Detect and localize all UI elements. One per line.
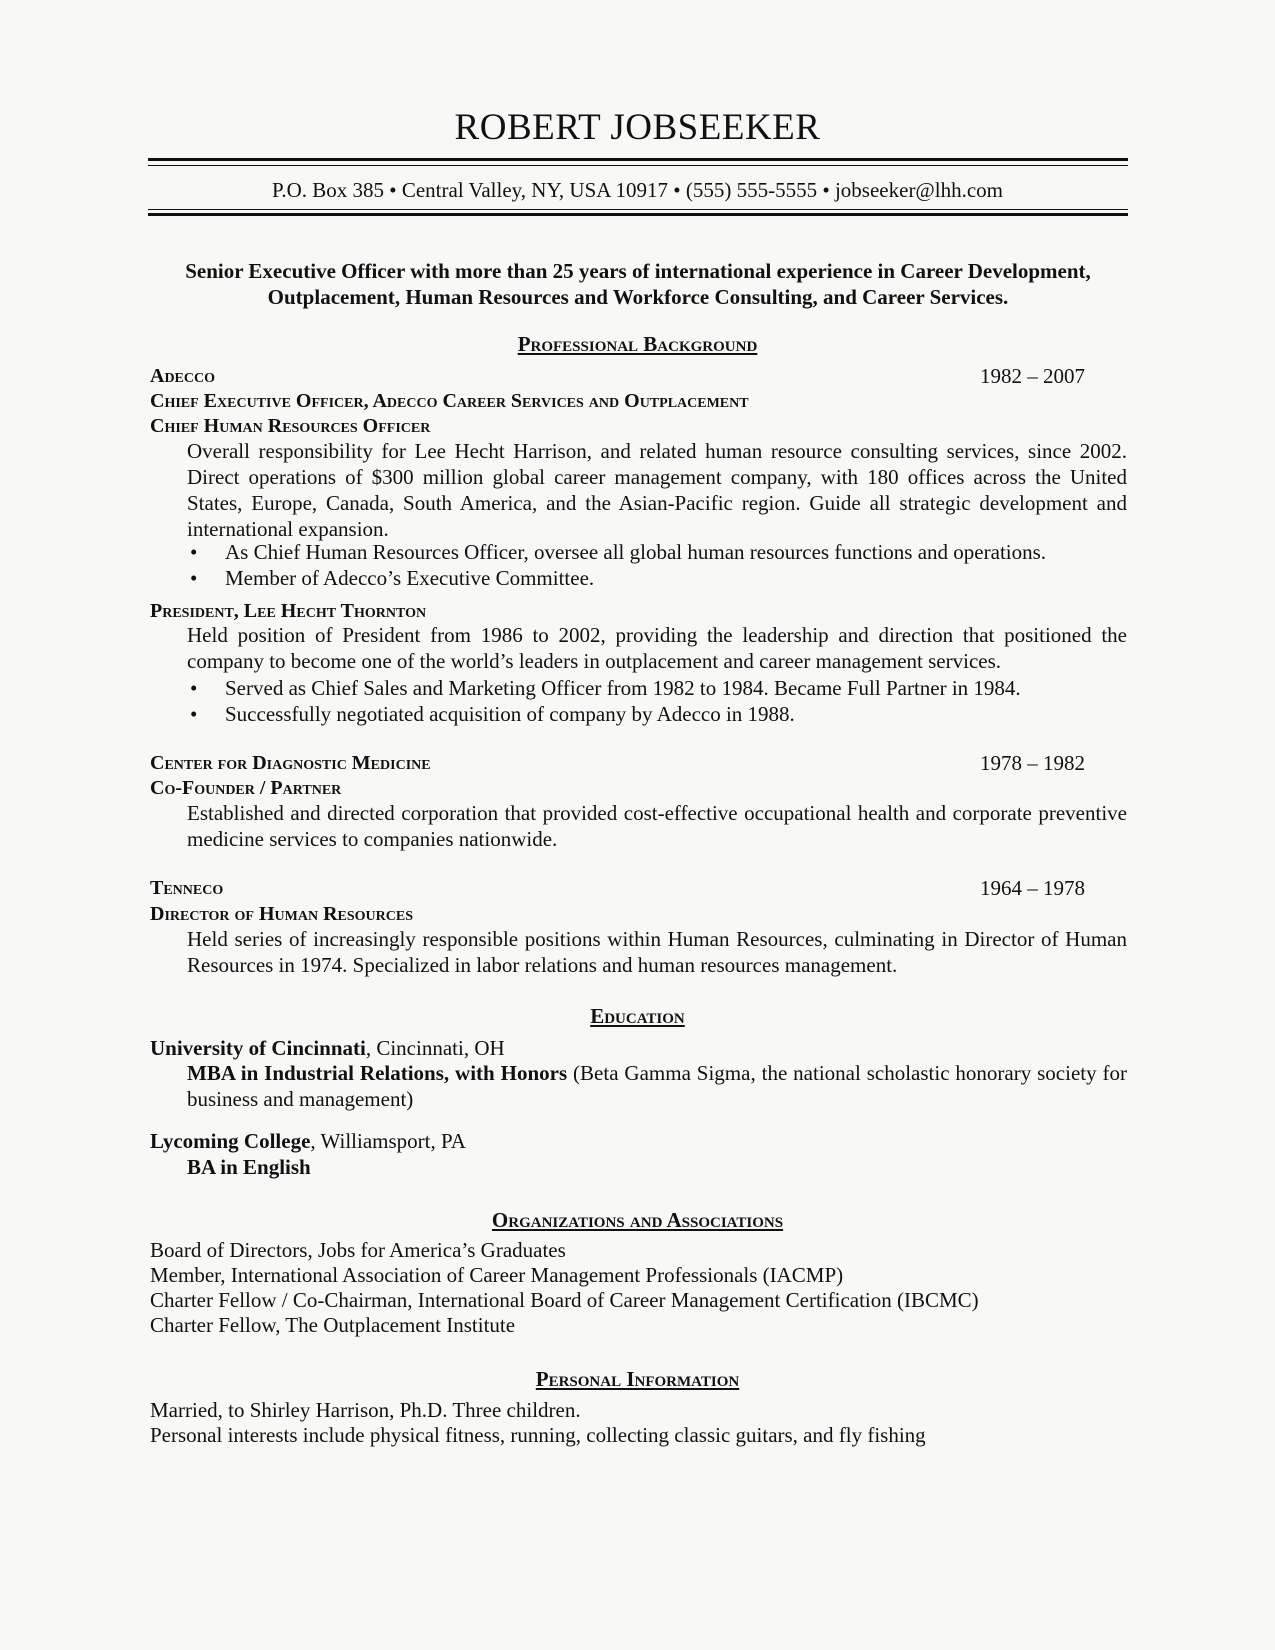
years-tenneco: 1964 – 1978: [980, 876, 1085, 900]
list-item: Board of Directors, Jobs for America’s Graduates: [150, 1238, 566, 1262]
bullet-icon: •: [190, 702, 198, 726]
list-item: Married, to Shirley Harrison, Ph.D. Three children.: [150, 1398, 581, 1422]
top-rule-thin: [148, 165, 1128, 166]
list-item: Charter Fellow, The Outplacement Institute: [150, 1313, 516, 1337]
years-adecco: 1982 – 2007: [980, 364, 1085, 388]
job-title-ceo: Chief Executive Officer, Adecco Career Services and Outplacement: [150, 390, 749, 412]
summary-statement: Senior Executive Officer with more than 25 years of international experience in Career Development, Outplacement, Human Resources and Workforce Consulting, and Career Services.: [185, 259, 1091, 309]
company-adecco: Adecco: [150, 365, 216, 387]
school-cincinnati: University of Cincinnati, Cincinnati, OH: [150, 1036, 505, 1060]
bullet-icon: •: [190, 566, 198, 590]
list-item: Personal interests include physical fitness, running, collecting classic guitars, and fly fishing: [150, 1423, 926, 1447]
degree-mba: MBA in Industrial Relations, with Honors (Beta Gamma Sigma, the national scholastic honorary society for business and management): [187, 1061, 1127, 1111]
bullet-icon: •: [190, 540, 198, 564]
tenneco-description: Held series of increasingly responsible positions within Human Resources, culminating in Director of Human Resources in 1974. Specialized in labor relations and human resources management.: [187, 927, 1127, 977]
president-description: Held position of President from 1986 to 2002, providing the leadership and direction that positioned the company to become one of the world’s leaders in outplacement and career management services.: [187, 623, 1127, 673]
bottom-rule-thick: [148, 213, 1128, 216]
job-title-chro: Chief Human Resources Officer: [150, 415, 431, 437]
bottom-rule-thin: [148, 209, 1128, 210]
degree-ba: BA in English: [187, 1155, 311, 1179]
years-cdm: 1978 – 1982: [980, 751, 1085, 775]
bullet-icon: •: [190, 676, 198, 700]
resume-page: ROBERT JOBSEEKER P.O. Box 385 • Central Valley, NY, USA 10917 • (555) 555-5555 • jobseeker@lhh.com Senior Executive Officer with more than 25 years of international experience in Career Development, Outplacement, Human Resources and Workforce Consulting, and Career Services. Professional Background Adecco 1982 – 2007 Chief Executive Officer, Adecco Career Services and Outplacement Chief Human Resources Officer Overall responsibility for Lee Hecht Harrison, and related human resource consulting services, since 2002. Direct operations of $300 million global career management company, with 180 offices across the United States, Europe, Canada, South America, and the Asian-Pacific region. Guide all strategic development and international expansion. • As Chief Human Resources Officer, oversee all global human resources functions and operations. • Member of Adecco’s Executive Committee. President, Lee Hecht Thornton Held position of President from 1986 to 2002, providing the leadership and direction that positioned the company to become one of the world’s leaders in outplacement and career management services. • Served as Chief Sales and Marketing Officer from 1982 to 1984. Became Full Partner in 1984. • Successfully negotiated acquisition of company by Adecco in 1988. Center for Diagnostic Medicine 1978 – 1982 Co-Founder / Partner Established and directed corporation that provided cost-effective occupational health and corporate preventive medicine services to companies nationwide. Tenneco 1964 – 1978 Director of Human Resources Held series of increasingly responsible positions within Human Resources, culminating in Director of Human Resources in 1974. Specialized in labor relations and human resources management. Education University of Cincinnati, Cincinnati, OH MBA in Industrial Relations, with Honors (Beta Gamma Sigma, the national scholastic honorary society for business and management) Lycoming College, Williamsport, PA BA in English Organizations and Associations Board of Directors, Jobs for America’s Graduates Member, International Association of Career Management Professionals (IACMP) Charter Fellow / Co-Chairman, International Board of Career Management Certification (IBCMC) Charter Fellow, The Outplacement Institute Personal Information Married, to Shirley Harrison, Ph.D. Three children. Personal interests include physical fitness, running, collecting classic guitars, and fly fishing: [0, 0, 1275, 1650]
candidate-name: ROBERT JOBSEEKER: [454, 107, 821, 148]
school-lycoming: Lycoming College, Williamsport, PA: [150, 1129, 466, 1153]
job-title-director-hr: Director of Human Resources: [150, 903, 413, 925]
professional-background-heading: Professional Background: [517, 332, 758, 356]
personal-information-heading: Personal Information: [535, 1367, 740, 1391]
list-item: Charter Fellow / Co-Chairman, International Board of Career Management Certification (IBCMC): [150, 1288, 979, 1312]
education-heading: Education: [590, 1004, 685, 1028]
adecco-description: Overall responsibility for Lee Hecht Harrison, and related human resource consulting services, since 2002. Direct operations of $300 million global career management company, with 180 offices across the United States, Europe, Canada, South America, and the Asian-Pacific region. Guide all strategic development and international expansion.: [187, 439, 1127, 541]
job-title-president: President, Lee Hecht Thornton: [150, 600, 427, 622]
top-rule-thick: [148, 158, 1128, 161]
organizations-heading: Organizations and Associations: [491, 1208, 784, 1232]
company-cdm: Center for Diagnostic Medicine: [150, 752, 431, 774]
contact-line: P.O. Box 385 • Central Valley, NY, USA 10917 • (555) 555-5555 • jobseeker@lhh.com: [271, 178, 1004, 202]
company-tenneco: Tenneco: [150, 877, 224, 899]
cdm-description: Established and directed corporation that provided cost-effective occupational health and corporate preventive medicine services to companies nationwide.: [187, 801, 1127, 851]
job-title-cofounder: Co-Founder / Partner: [150, 777, 342, 799]
list-item: Member, International Association of Career Management Professionals (IACMP): [150, 1263, 844, 1287]
